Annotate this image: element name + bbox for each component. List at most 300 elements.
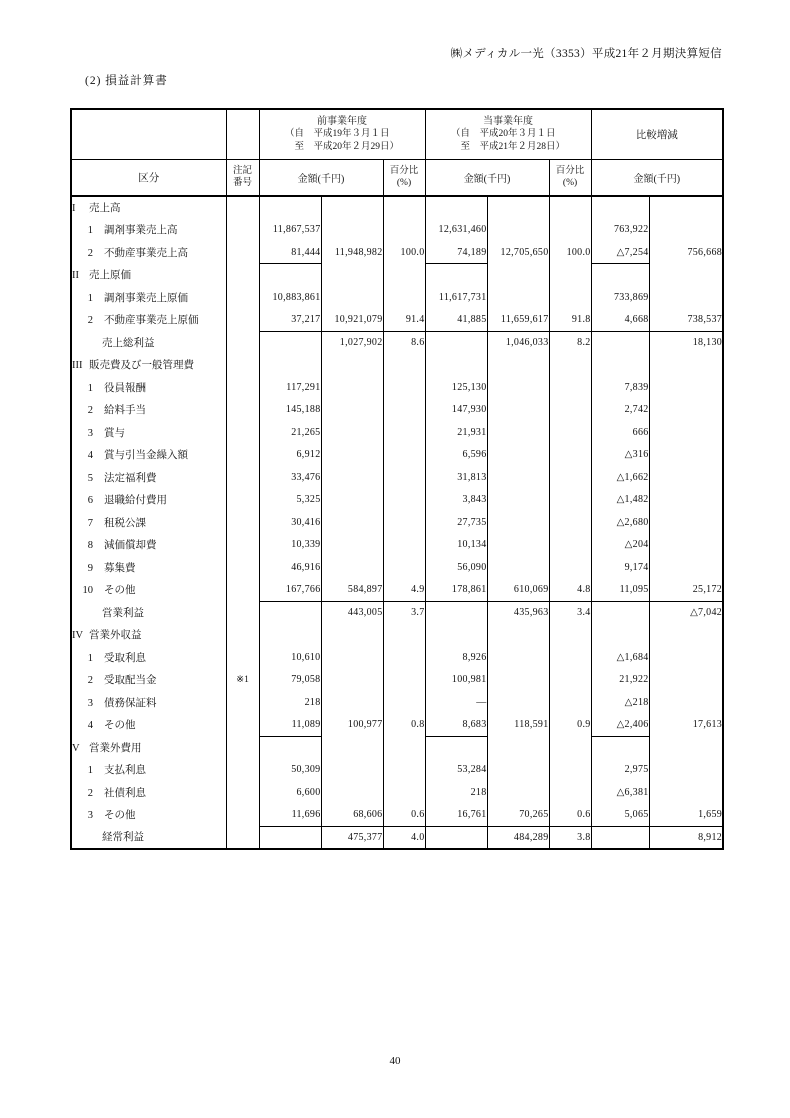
- cell-current-percent: 8.2: [549, 331, 591, 354]
- cell-prev-total: [321, 669, 383, 692]
- cell-note: [226, 196, 259, 219]
- current-year-period-from: （自 平成20年３月１日: [451, 129, 556, 139]
- cell-prev-inner: 50,309: [259, 759, 321, 782]
- cell-prev-inner: 33,476: [259, 466, 321, 489]
- cell-diff-total: [649, 624, 723, 647]
- table-row: [71, 759, 723, 782]
- item-number: 4: [87, 720, 93, 732]
- item-number: 5: [87, 472, 93, 484]
- cell-diff-inner: 21,922: [591, 669, 649, 692]
- cell-prev-percent: 4.9: [383, 579, 425, 602]
- cell-prev-percent: [383, 669, 425, 692]
- current-year-header: [425, 109, 591, 159]
- cell-category: [71, 691, 226, 714]
- cell-prev-inner: 79,058: [259, 669, 321, 692]
- cell-prev-inner: 81,444: [259, 241, 321, 264]
- cell-prev-percent: [383, 354, 425, 377]
- cell-prev-inner: [259, 354, 321, 377]
- cell-category: [71, 534, 226, 557]
- cell-current-total: [487, 376, 549, 399]
- item-label: 社債利息: [104, 787, 146, 799]
- cell-current-inner: 8,926: [425, 646, 487, 669]
- cell-diff-inner: △204: [591, 534, 649, 557]
- prev-year-period-from: （自 平成19年３月１日: [285, 129, 390, 139]
- cell-diff-inner: [591, 331, 649, 354]
- cell-prev-total: 100,977: [321, 714, 383, 737]
- cell-prev-percent: [383, 646, 425, 669]
- cell-prev-total: [321, 264, 383, 287]
- cell-note: [226, 264, 259, 287]
- cell-note: [226, 826, 259, 849]
- cell-prev-total: [321, 286, 383, 309]
- cell-diff-total: 17,613: [649, 714, 723, 737]
- cell-diff-total: 1,659: [649, 804, 723, 827]
- cell-current-percent: [549, 556, 591, 579]
- cell-prev-percent: [383, 421, 425, 444]
- cell-prev-inner: 218: [259, 691, 321, 714]
- item-label: 債務保証料: [104, 697, 157, 709]
- cell-prev-percent: [383, 511, 425, 534]
- cell-current-inner: 41,885: [425, 309, 487, 332]
- cell-prev-total: [321, 376, 383, 399]
- cell-diff-inner: △1,684: [591, 646, 649, 669]
- item-number: 2: [87, 405, 93, 417]
- cell-note: [226, 331, 259, 354]
- page-number: 40: [389, 1055, 401, 1067]
- cell-prev-total: [321, 421, 383, 444]
- cell-current-total: [487, 264, 549, 287]
- cell-prev-percent: [383, 196, 425, 219]
- cell-prev-inner: [259, 624, 321, 647]
- cell-category: [71, 669, 226, 692]
- item-number: 8: [87, 540, 93, 552]
- cell-note: [226, 804, 259, 827]
- cell-prev-percent: 4.0: [383, 826, 425, 849]
- cell-diff-total: [649, 759, 723, 782]
- prev-year-period-to: 至 平成20年２月29日）: [285, 141, 400, 152]
- cell-current-inner: 27,735: [425, 511, 487, 534]
- item-label: 退職給付費用: [104, 495, 167, 507]
- document-header: ㈱メディカル一光（3353）平成21年２月期決算短信: [450, 48, 722, 60]
- table-row: [71, 241, 723, 264]
- section-label: 営業外収益: [89, 630, 142, 642]
- cell-current-inner: 125,130: [425, 376, 487, 399]
- cell-prev-percent: [383, 556, 425, 579]
- cell-diff-inner: [591, 196, 649, 219]
- cell-category: [71, 421, 226, 444]
- cell-prev-inner: 10,339: [259, 534, 321, 557]
- cell-prev-percent: 3.7: [383, 601, 425, 624]
- item-label: 減価償却費: [104, 540, 157, 552]
- cell-current-total: [487, 624, 549, 647]
- header-row-columns: [71, 159, 723, 196]
- cell-prev-total: [321, 466, 383, 489]
- cell-current-percent: [549, 691, 591, 714]
- cell-prev-total: [321, 736, 383, 759]
- cell-prev-inner: 10,883,861: [259, 286, 321, 309]
- item-label: その他: [104, 720, 136, 732]
- cell-current-total: 484,289: [487, 826, 549, 849]
- cell-current-percent: [549, 421, 591, 444]
- difference-amount-header: 金額(千円): [591, 159, 723, 196]
- cell-diff-inner: 666: [591, 421, 649, 444]
- cell-prev-percent: [383, 444, 425, 467]
- cell-current-percent: [549, 511, 591, 534]
- cell-prev-inner: 11,089: [259, 714, 321, 737]
- note-header-line1: 注記: [232, 166, 252, 177]
- current-year-period-to: 至 平成21年２月28日）: [451, 141, 566, 152]
- cell-category: [71, 219, 226, 242]
- cell-note: [226, 759, 259, 782]
- cell-diff-inner: 763,922: [591, 219, 649, 242]
- cell-prev-percent: [383, 264, 425, 287]
- cell-note: [226, 691, 259, 714]
- cell-prev-total: [321, 759, 383, 782]
- cell-current-inner: [425, 264, 487, 287]
- item-number: 3: [87, 810, 93, 822]
- cell-current-total: [487, 511, 549, 534]
- table-row: [71, 376, 723, 399]
- cell-prev-total: 10,921,079: [321, 309, 383, 332]
- item-label: 不動産事業売上高: [104, 247, 188, 259]
- percent-header-line2: (%): [562, 178, 578, 189]
- cell-current-total: [487, 691, 549, 714]
- cell-prev-percent: 100.0: [383, 241, 425, 264]
- total-label: 売上総利益: [102, 337, 155, 349]
- table-row: [71, 444, 723, 467]
- cell-prev-percent: [383, 781, 425, 804]
- cell-category: [71, 331, 226, 354]
- cell-prev-percent: [383, 624, 425, 647]
- item-number: 9: [87, 562, 93, 574]
- cell-category: [71, 826, 226, 849]
- blank-header-cell: [71, 109, 226, 159]
- table-row: [71, 421, 723, 444]
- cell-prev-inner: [259, 196, 321, 219]
- cell-note: [226, 511, 259, 534]
- item-number: 2: [87, 247, 93, 259]
- cell-diff-total: [649, 691, 723, 714]
- cell-current-inner: 178,861: [425, 579, 487, 602]
- cell-prev-inner: [259, 264, 321, 287]
- note-number-header: [226, 159, 259, 196]
- cell-current-total: 118,591: [487, 714, 549, 737]
- cell-diff-inner: △316: [591, 444, 649, 467]
- cell-diff-inner: 11,095: [591, 579, 649, 602]
- cell-prev-total: [321, 691, 383, 714]
- cell-prev-inner: 117,291: [259, 376, 321, 399]
- cell-current-total: [487, 489, 549, 512]
- cell-prev-total: [321, 219, 383, 242]
- cell-diff-inner: △1,662: [591, 466, 649, 489]
- percent-header-line2: (%): [396, 178, 412, 189]
- cell-current-percent: [549, 219, 591, 242]
- cell-diff-inner: [591, 354, 649, 377]
- cell-diff-total: [649, 736, 723, 759]
- cell-note: [226, 399, 259, 422]
- cell-current-total: 610,069: [487, 579, 549, 602]
- cell-current-percent: 0.6: [549, 804, 591, 827]
- cell-prev-inner: 167,766: [259, 579, 321, 602]
- cell-category: [71, 264, 226, 287]
- table-row: [71, 579, 723, 602]
- table-row: [71, 646, 723, 669]
- cell-current-percent: 4.8: [549, 579, 591, 602]
- cell-prev-percent: 0.8: [383, 714, 425, 737]
- cell-diff-total: [649, 646, 723, 669]
- cell-current-inner: [425, 826, 487, 849]
- cell-current-inner: [425, 601, 487, 624]
- cell-current-inner: 31,813: [425, 466, 487, 489]
- cell-diff-inner: 9,174: [591, 556, 649, 579]
- table-row: [71, 601, 723, 624]
- cell-current-inner: 74,189: [425, 241, 487, 264]
- cell-prev-inner: 6,600: [259, 781, 321, 804]
- cell-diff-total: [649, 444, 723, 467]
- cell-current-percent: 3.4: [549, 601, 591, 624]
- cell-prev-percent: [383, 489, 425, 512]
- cell-category: [71, 759, 226, 782]
- cell-current-percent: [549, 286, 591, 309]
- section-numeral: I: [72, 203, 76, 215]
- cell-current-inner: [425, 354, 487, 377]
- cell-diff-inner: 2,975: [591, 759, 649, 782]
- cell-current-total: [487, 736, 549, 759]
- cell-current-percent: [549, 646, 591, 669]
- cell-current-inner: 6,596: [425, 444, 487, 467]
- cell-prev-inner: 30,416: [259, 511, 321, 534]
- cell-prev-inner: 145,188: [259, 399, 321, 422]
- table-row: [71, 534, 723, 557]
- item-label: 募集費: [104, 562, 136, 574]
- cell-diff-total: 756,668: [649, 241, 723, 264]
- item-number: 3: [87, 697, 93, 709]
- current-amount-header: 金額(千円): [425, 159, 549, 196]
- cell-prev-percent: [383, 376, 425, 399]
- table-row: [71, 286, 723, 309]
- item-label: その他: [104, 810, 136, 822]
- cell-prev-total: [321, 781, 383, 804]
- table-row: [71, 556, 723, 579]
- cell-category: [71, 556, 226, 579]
- cell-prev-total: [321, 399, 383, 422]
- cell-prev-percent: 91.4: [383, 309, 425, 332]
- cell-prev-inner: [259, 826, 321, 849]
- cell-category: [71, 646, 226, 669]
- table-row: [71, 309, 723, 332]
- section-numeral: II: [72, 270, 79, 282]
- cell-current-total: [487, 286, 549, 309]
- prev-year-header: [259, 109, 425, 159]
- cell-diff-inner: [591, 826, 649, 849]
- cell-current-total: [487, 781, 549, 804]
- cell-prev-total: [321, 534, 383, 557]
- item-label: 租税公課: [104, 517, 146, 529]
- cell-prev-total: [321, 556, 383, 579]
- cell-current-inner: —: [425, 691, 487, 714]
- cell-note: [226, 534, 259, 557]
- cell-note: [226, 421, 259, 444]
- cell-current-percent: [549, 624, 591, 647]
- cell-note: [226, 309, 259, 332]
- cell-current-total: [487, 399, 549, 422]
- item-number: 1: [87, 292, 93, 304]
- cell-diff-total: [649, 376, 723, 399]
- cell-prev-percent: [383, 466, 425, 489]
- cell-prev-inner: [259, 331, 321, 354]
- item-number: 6: [87, 495, 93, 507]
- section-label: 売上原価: [89, 270, 131, 282]
- cell-category: [71, 196, 226, 219]
- cell-category: [71, 354, 226, 377]
- table-body: [71, 196, 723, 849]
- percent-header-line1: 百分比: [555, 166, 585, 177]
- cell-prev-total: 68,606: [321, 804, 383, 827]
- cell-prev-inner: [259, 601, 321, 624]
- item-label: 賞与引当金繰入額: [104, 450, 188, 462]
- cell-diff-inner: 7,839: [591, 376, 649, 399]
- cell-category: [71, 286, 226, 309]
- cell-current-percent: 3.8: [549, 826, 591, 849]
- cell-prev-percent: 0.6: [383, 804, 425, 827]
- cell-prev-total: 1,027,902: [321, 331, 383, 354]
- table-row: [71, 489, 723, 512]
- item-number: 1: [87, 225, 93, 237]
- cell-prev-percent: [383, 399, 425, 422]
- item-number: 7: [87, 517, 93, 529]
- table-row: [71, 511, 723, 534]
- cell-diff-inner: △7,254: [591, 241, 649, 264]
- cell-current-percent: [549, 781, 591, 804]
- page-title: (2) 損益計算書: [85, 75, 168, 87]
- cell-prev-total: [321, 354, 383, 377]
- cell-current-percent: [549, 354, 591, 377]
- item-number: 1: [87, 652, 93, 664]
- cell-current-percent: [549, 444, 591, 467]
- table-row: [71, 354, 723, 377]
- cell-prev-inner: 11,867,537: [259, 219, 321, 242]
- table-row: [71, 331, 723, 354]
- cell-prev-percent: [383, 691, 425, 714]
- cell-note: [226, 714, 259, 737]
- cell-prev-total: [321, 196, 383, 219]
- cell-note: [226, 286, 259, 309]
- cell-category: [71, 511, 226, 534]
- cell-note: [226, 376, 259, 399]
- cell-diff-inner: [591, 264, 649, 287]
- cell-current-inner: 12,631,460: [425, 219, 487, 242]
- cell-current-inner: 16,761: [425, 804, 487, 827]
- cell-prev-inner: [259, 736, 321, 759]
- cell-current-percent: [549, 466, 591, 489]
- cell-category: [71, 241, 226, 264]
- cell-note: [226, 624, 259, 647]
- cell-current-percent: [549, 264, 591, 287]
- item-label: 法定福利費: [104, 472, 157, 484]
- cell-category: [71, 804, 226, 827]
- cell-current-total: [487, 354, 549, 377]
- cell-diff-total: 25,172: [649, 579, 723, 602]
- cell-current-inner: [425, 331, 487, 354]
- category-header: 区分: [71, 159, 226, 196]
- cell-current-inner: 100,981: [425, 669, 487, 692]
- cell-current-total: 435,963: [487, 601, 549, 624]
- cell-current-total: [487, 421, 549, 444]
- cell-current-inner: 56,090: [425, 556, 487, 579]
- item-label: 賞与: [104, 427, 125, 439]
- current-year-title: 当事業年度: [483, 116, 534, 127]
- table-row: [71, 264, 723, 287]
- cell-diff-total: [649, 286, 723, 309]
- item-number: 2: [87, 787, 93, 799]
- cell-diff-total: [649, 556, 723, 579]
- cell-category: [71, 489, 226, 512]
- cell-category: [71, 444, 226, 467]
- cell-current-total: 70,265: [487, 804, 549, 827]
- cell-current-inner: 8,683: [425, 714, 487, 737]
- cell-prev-total: 584,897: [321, 579, 383, 602]
- cell-diff-inner: 733,869: [591, 286, 649, 309]
- percent-header-line1: 百分比: [389, 166, 419, 177]
- cell-diff-total: [649, 489, 723, 512]
- item-label: 支払利息: [104, 765, 146, 777]
- item-label: 調剤事業売上高: [104, 225, 178, 237]
- cell-diff-total: [649, 219, 723, 242]
- cell-current-percent: [549, 759, 591, 782]
- table-row: [71, 714, 723, 737]
- cell-note: [226, 444, 259, 467]
- cell-prev-total: [321, 511, 383, 534]
- cell-current-total: 1,046,033: [487, 331, 549, 354]
- cell-prev-total: 443,005: [321, 601, 383, 624]
- cell-current-total: [487, 219, 549, 242]
- cell-diff-inner: △2,680: [591, 511, 649, 534]
- cell-prev-inner: 6,912: [259, 444, 321, 467]
- table-row: [71, 399, 723, 422]
- cell-prev-inner: 21,265: [259, 421, 321, 444]
- cell-current-total: [487, 196, 549, 219]
- cell-note: [226, 354, 259, 377]
- cell-note: [226, 646, 259, 669]
- item-number: 2: [87, 315, 93, 327]
- income-statement: [70, 108, 724, 850]
- cell-current-total: [487, 534, 549, 557]
- cell-current-percent: [549, 534, 591, 557]
- cell-current-inner: 11,617,731: [425, 286, 487, 309]
- cell-current-percent: [549, 399, 591, 422]
- table-row: [71, 669, 723, 692]
- note-header-line2: 番号: [232, 178, 252, 189]
- item-number: 1: [87, 382, 93, 394]
- total-label: 経常利益: [102, 832, 144, 844]
- cell-current-total: [487, 759, 549, 782]
- cell-current-total: [487, 466, 549, 489]
- cell-diff-inner: [591, 624, 649, 647]
- cell-prev-inner: 46,916: [259, 556, 321, 579]
- cell-diff-total: [649, 264, 723, 287]
- cell-note: [226, 579, 259, 602]
- cell-diff-inner: △218: [591, 691, 649, 714]
- cell-current-total: [487, 669, 549, 692]
- cell-current-inner: 218: [425, 781, 487, 804]
- cell-current-total: 11,659,617: [487, 309, 549, 332]
- blank-header-cell: [226, 109, 259, 159]
- cell-prev-percent: 8.6: [383, 331, 425, 354]
- cell-prev-total: [321, 489, 383, 512]
- item-number: 10: [82, 585, 93, 597]
- table-row: [71, 736, 723, 759]
- prev-year-period: [285, 128, 399, 153]
